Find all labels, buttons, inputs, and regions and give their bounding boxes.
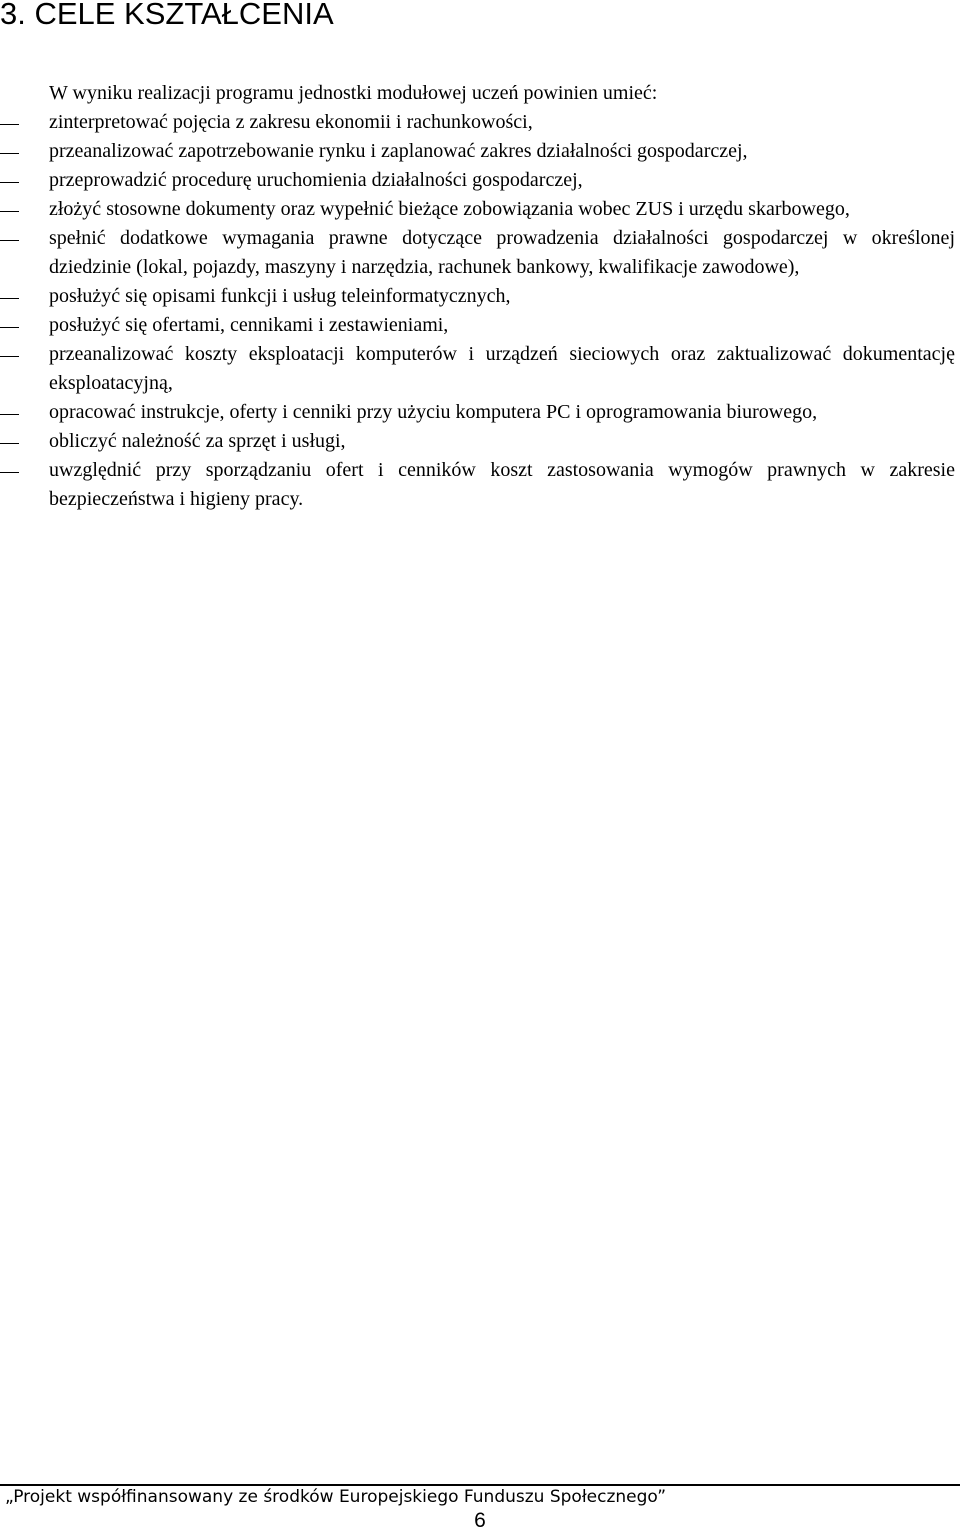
list-item-text: zinterpretować pojęcia z zakresu ekonomii i rachunkowości, [49,111,533,133]
list-item-text: złożyć stosowne dokumenty oraz wypełnić bieżące zobowiązania wobec ZUS i urzędu skarbowego, [49,198,850,220]
dash-bullet-icon [0,137,20,166]
document-body [0,79,955,514]
list-item-text: posłużyć się ofertami, cennikami i zestawieniami, [49,314,449,336]
dash-bullet-icon [0,427,20,456]
dash-bullet-icon [0,398,20,427]
list-item [0,137,955,166]
list-item-text: obliczyć należność za sprzęt i usługi, [49,430,346,452]
list-item [0,195,955,224]
list-item-text: przeprowadzić procedurę uruchomienia działalności gospodarczej, [49,169,583,191]
section-heading: 3. CELE KSZTAŁCENIA [0,0,334,31]
dash-bullet-icon [0,195,20,224]
list-item [0,427,955,456]
list-item [0,398,955,427]
dash-bullet-icon [0,224,20,253]
list-item [0,166,955,195]
footer-project-note: „Projekt współfinansowany ze środków Europejskiego Funduszu Społecznego” [5,1487,667,1507]
list-item [0,282,955,311]
list-item [0,224,955,282]
dash-bullet-icon [0,166,20,195]
objectives-list [0,108,955,514]
list-item [0,311,955,340]
list-item-text: opracować instrukcje, oferty i cenniki przy użyciu komputera PC i oprogramowania biurowego, [49,401,818,423]
list-item [0,340,955,398]
list-item-text: przeanalizować zapotrzebowanie rynku i zaplanować zakres działalności gospodarczej, [49,140,748,162]
list-item-text: spełnić dodatkowe wymagania prawne dotyczące prowadzenia działalności gospodarczej w określonej dziedzinie (lokal, pojazdy, maszyny i narzędzia, rachunek bankowy, kwalifikacje zawodowe), [49,227,955,278]
list-item-text: uwzględnić przy sporządzaniu ofert i cenników koszt zastosowania wymogów prawnych w zakresie bezpieczeństwa i higieny pracy. [49,459,955,510]
dash-bullet-icon [0,456,20,485]
dash-bullet-icon [0,108,20,137]
dash-bullet-icon [0,282,20,311]
intro-paragraph: W wyniku realizacji programu jednostki modułowej uczeń powinien umieć: [49,82,658,104]
list-item-text: posłużyć się opisami funkcji i usług teleinformatycznych, [49,285,511,307]
page-number: 6 [474,1509,486,1532]
list-item [0,108,955,137]
dash-bullet-icon [0,311,20,340]
list-item-text: przeanalizować koszty eksploatacji komputerów i urządzeń sieciowych oraz zaktualizować dokumentację eksploatacyjną, [49,343,955,394]
list-item [0,456,955,514]
dash-bullet-icon [0,340,20,369]
